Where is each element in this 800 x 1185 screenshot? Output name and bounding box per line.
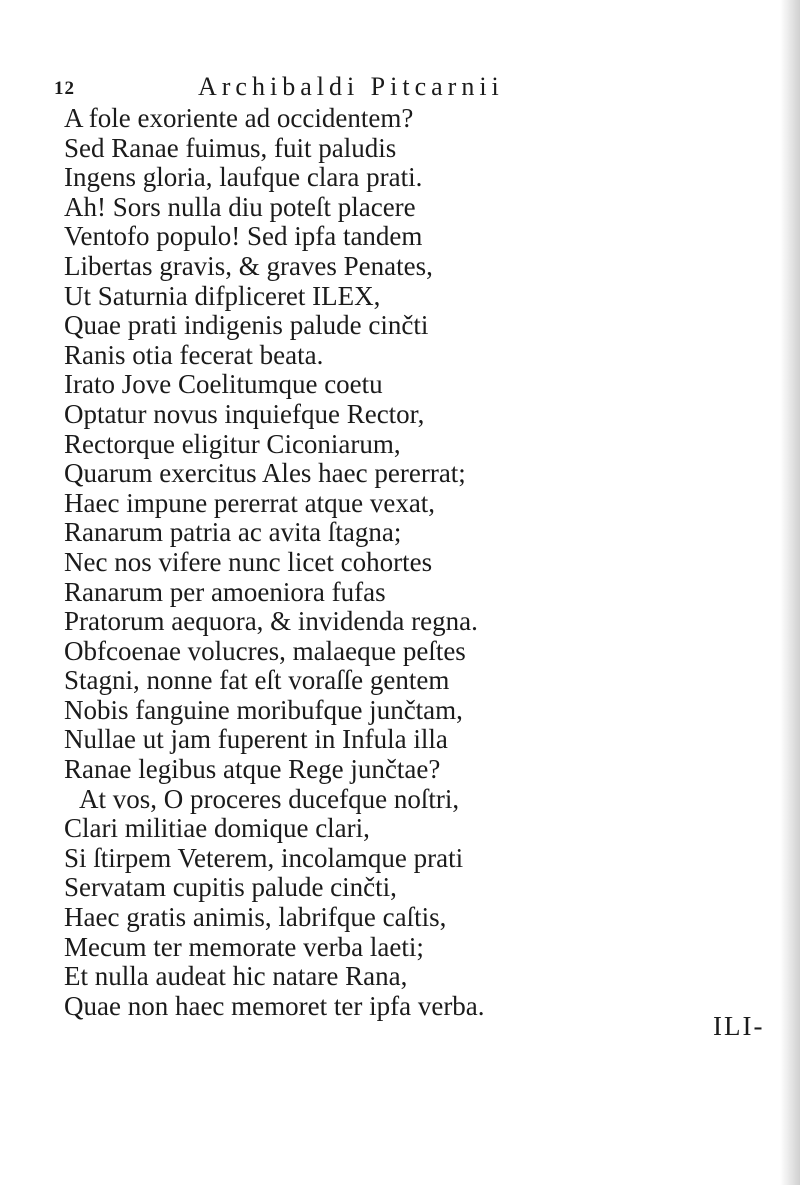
- poem-line: Ingens gloria, laufque clara prati.: [64, 162, 423, 193]
- poem-line: Irato Jove Coelitumque coetu: [64, 369, 383, 400]
- poem-line: Quae non haec memoret ter ipfa verba.: [64, 990, 485, 1021]
- poem-line: Libertas gravis, & graves Penates,: [64, 250, 433, 281]
- poem-line: Pratorum aequora, & invidenda regna.: [64, 606, 478, 637]
- poem-line: Rectorque eligitur Ciconiarum,: [64, 428, 401, 459]
- poem-line: Obfcoenae volucres, malaeque peſtes: [64, 635, 466, 666]
- poem-line: Et nulla audeat hic natare Rana,: [64, 961, 408, 992]
- poem-line: Optatur novus inquiefque Rector,: [64, 398, 425, 429]
- page-edge-shadow: [780, 0, 800, 1185]
- poem-body: [64, 104, 764, 1021]
- poem-line: Ranarum per amoeniora fufas: [64, 576, 386, 607]
- poem-line: Ah! Sors nulla diu poteſt placere: [64, 191, 416, 222]
- poem-line: Clari militiae domique clari,: [64, 813, 370, 844]
- poem-line: Ranis otia fecerat beata.: [64, 339, 324, 370]
- page-number: 12: [54, 78, 75, 99]
- poem-line: Nec nos vifere nunc licet cohortes: [64, 546, 433, 577]
- poem-line: At vos, O proceres ducefque noſtri,: [79, 783, 460, 814]
- poem-line: Nullae ut jam fuperent in Infula illa: [64, 724, 448, 755]
- running-head: Archibaldi Pitcarnii: [198, 72, 504, 101]
- catchword: ILI-: [713, 1011, 765, 1041]
- poem-line: Si ſtirpem Veterem, incolamque prati: [64, 842, 464, 873]
- poem-line: Nobis fanguine moribufque junčtam,: [64, 694, 463, 725]
- poem-line: Haec impune pererrat atque vexat,: [64, 487, 436, 518]
- poem-line: Ranae legibus atque Rege junčtae?: [64, 754, 441, 785]
- poem-line: Sed Ranae fuimus, fuit paludis: [64, 132, 397, 163]
- poem-line: Ranarum patria ac avita ſtagna;: [64, 517, 402, 548]
- poem-line: Haec gratis animis, labrifque caſtis,: [64, 902, 447, 933]
- poem-line: Quarum exercitus Ales haec pererrat;: [64, 458, 466, 489]
- poem-line: Mecum ter memorate verba laeti;: [64, 931, 424, 962]
- poem-line: A fole exoriente ad occidentem?: [64, 103, 414, 133]
- poem-line: Ut Saturnia difpliceret ILEX,: [64, 280, 381, 311]
- poem-line: Servatam cupitis palude cinčti,: [64, 872, 397, 903]
- poem-line: Quae prati indigenis palude cinčti: [64, 310, 429, 341]
- poem-line: Ventofo populo! Sed ipfa tandem: [64, 221, 423, 252]
- poem-line: Stagni, nonne fat eſt voraſſe gentem: [64, 665, 450, 696]
